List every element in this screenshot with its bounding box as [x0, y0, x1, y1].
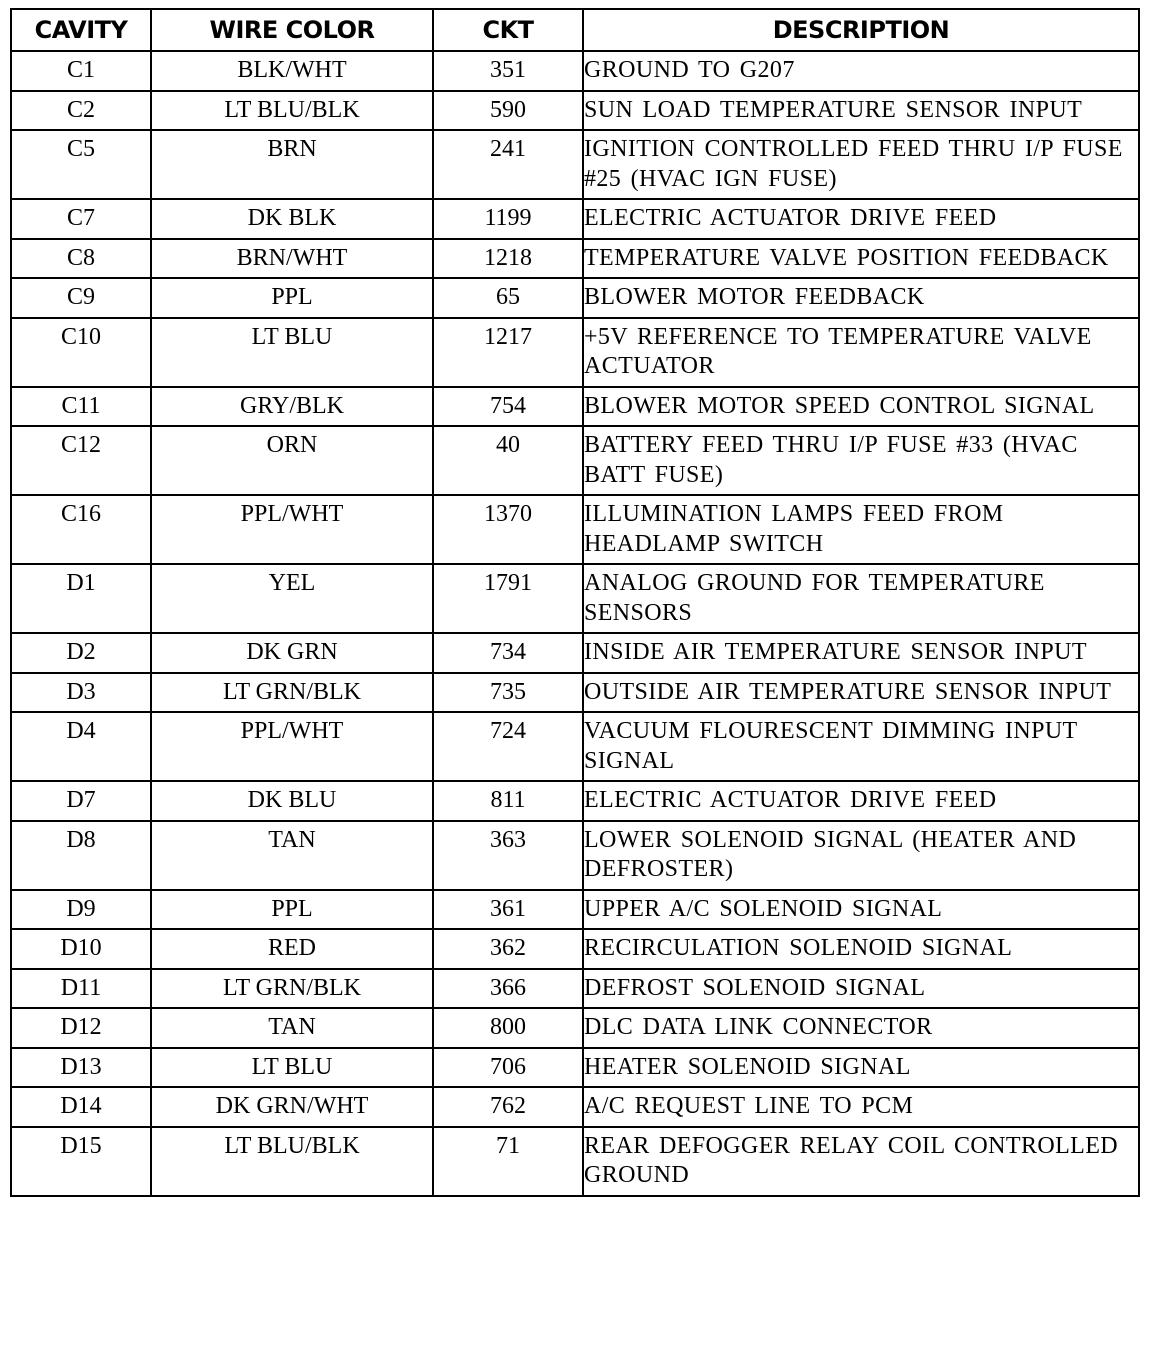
- cavity-cell: D1: [11, 564, 151, 633]
- header-cavity: CAVITY: [11, 9, 151, 51]
- table-row: [11, 51, 1139, 91]
- ckt-cell: 734: [433, 633, 583, 673]
- cavity-cell: C8: [11, 239, 151, 279]
- cavity-cell: D9: [11, 890, 151, 930]
- table-row: [11, 239, 1139, 279]
- cavity-cell: D12: [11, 1008, 151, 1048]
- wire-color-cell: DK GRN/WHT: [151, 1087, 433, 1127]
- cavity-cell: D15: [11, 1127, 151, 1196]
- ckt-cell: 363: [433, 821, 583, 890]
- description-cell: BLOWER MOTOR SPEED CONTROL SIGNAL: [583, 387, 1139, 427]
- wire-color-cell: BRN/WHT: [151, 239, 433, 279]
- wire-color-cell: LT BLU/BLK: [151, 1127, 433, 1196]
- description-cell: SUN LOAD TEMPERATURE SENSOR INPUT: [583, 91, 1139, 131]
- ckt-cell: 800: [433, 1008, 583, 1048]
- ckt-cell: 366: [433, 969, 583, 1009]
- connector-pinout-table: [10, 8, 1140, 1197]
- description-cell: RECIRCULATION SOLENOID SIGNAL: [583, 929, 1139, 969]
- description-cell: ILLUMINATION LAMPS FEED FROM HEADLAMP SWITCH: [583, 495, 1139, 564]
- wire-color-cell: LT BLU: [151, 1048, 433, 1088]
- ckt-cell: 811: [433, 781, 583, 821]
- wire-color-cell: PPL/WHT: [151, 495, 433, 564]
- description-cell: OUTSIDE AIR TEMPERATURE SENSOR INPUT: [583, 673, 1139, 713]
- wire-color-cell: LT BLU: [151, 318, 433, 387]
- cavity-cell: C12: [11, 426, 151, 495]
- table-row: [11, 821, 1139, 890]
- wire-color-cell: PPL: [151, 278, 433, 318]
- description-cell: ANALOG GROUND FOR TEMPERATURE SENSORS: [583, 564, 1139, 633]
- ckt-cell: 735: [433, 673, 583, 713]
- ckt-cell: 71: [433, 1127, 583, 1196]
- table-row: [11, 199, 1139, 239]
- ckt-cell: 590: [433, 91, 583, 131]
- description-cell: REAR DEFOGGER RELAY COIL CONTROLLED GROUND: [583, 1127, 1139, 1196]
- ckt-cell: 1199: [433, 199, 583, 239]
- table-row: [11, 387, 1139, 427]
- table-row: [11, 426, 1139, 495]
- table-row: [11, 890, 1139, 930]
- wire-color-cell: BRN: [151, 130, 433, 199]
- wire-color-cell: PPL/WHT: [151, 712, 433, 781]
- ckt-cell: 724: [433, 712, 583, 781]
- description-cell: IGNITION CONTROLLED FEED THRU I/P FUSE #25 (HVAC IGN FUSE): [583, 130, 1139, 199]
- ckt-cell: 361: [433, 890, 583, 930]
- wire-color-cell: BLK/WHT: [151, 51, 433, 91]
- table-row: [11, 781, 1139, 821]
- header-wire-color: WIRE COLOR: [151, 9, 433, 51]
- table-row: [11, 564, 1139, 633]
- description-cell: A/C REQUEST LINE TO PCM: [583, 1087, 1139, 1127]
- table-body: [11, 51, 1139, 1196]
- cavity-cell: D3: [11, 673, 151, 713]
- table-row: [11, 929, 1139, 969]
- ckt-cell: 351: [433, 51, 583, 91]
- table-row: [11, 318, 1139, 387]
- table-row: [11, 278, 1139, 318]
- description-cell: VACUUM FLOURESCENT DIMMING INPUT SIGNAL: [583, 712, 1139, 781]
- table-row: [11, 969, 1139, 1009]
- table-row: [11, 495, 1139, 564]
- wire-color-cell: ORN: [151, 426, 433, 495]
- cavity-cell: D14: [11, 1087, 151, 1127]
- cavity-cell: D8: [11, 821, 151, 890]
- description-cell: BLOWER MOTOR FEEDBACK: [583, 278, 1139, 318]
- description-cell: HEATER SOLENOID SIGNAL: [583, 1048, 1139, 1088]
- wire-color-cell: TAN: [151, 821, 433, 890]
- cavity-cell: D11: [11, 969, 151, 1009]
- ckt-cell: 241: [433, 130, 583, 199]
- table-header: [11, 9, 1139, 51]
- wire-color-cell: DK BLU: [151, 781, 433, 821]
- description-cell: INSIDE AIR TEMPERATURE SENSOR INPUT: [583, 633, 1139, 673]
- ckt-cell: 1217: [433, 318, 583, 387]
- table-row: [11, 673, 1139, 713]
- wire-color-cell: PPL: [151, 890, 433, 930]
- wire-color-cell: RED: [151, 929, 433, 969]
- description-cell: UPPER A/C SOLENOID SIGNAL: [583, 890, 1139, 930]
- ckt-cell: 754: [433, 387, 583, 427]
- ckt-cell: 65: [433, 278, 583, 318]
- wire-color-cell: LT BLU/BLK: [151, 91, 433, 131]
- cavity-cell: C9: [11, 278, 151, 318]
- table-row: [11, 712, 1139, 781]
- header-ckt: CKT: [433, 9, 583, 51]
- description-cell: ELECTRIC ACTUATOR DRIVE FEED: [583, 199, 1139, 239]
- description-cell: BATTERY FEED THRU I/P FUSE #33 (HVAC BATT FUSE): [583, 426, 1139, 495]
- ckt-cell: 40: [433, 426, 583, 495]
- description-cell: DEFROST SOLENOID SIGNAL: [583, 969, 1139, 1009]
- cavity-cell: C11: [11, 387, 151, 427]
- table-row: [11, 633, 1139, 673]
- cavity-cell: C10: [11, 318, 151, 387]
- cavity-cell: C1: [11, 51, 151, 91]
- cavity-cell: D4: [11, 712, 151, 781]
- table-row: [11, 130, 1139, 199]
- wire-color-cell: DK GRN: [151, 633, 433, 673]
- cavity-cell: C16: [11, 495, 151, 564]
- table-row: [11, 1127, 1139, 1196]
- cavity-cell: D13: [11, 1048, 151, 1088]
- ckt-cell: 706: [433, 1048, 583, 1088]
- cavity-cell: C5: [11, 130, 151, 199]
- ckt-cell: 362: [433, 929, 583, 969]
- description-cell: TEMPERATURE VALVE POSITION FEEDBACK: [583, 239, 1139, 279]
- ckt-cell: 1791: [433, 564, 583, 633]
- cavity-cell: C2: [11, 91, 151, 131]
- ckt-cell: 1370: [433, 495, 583, 564]
- ckt-cell: 1218: [433, 239, 583, 279]
- table-row: [11, 1048, 1139, 1088]
- wire-color-cell: GRY/BLK: [151, 387, 433, 427]
- wire-color-cell: LT GRN/BLK: [151, 673, 433, 713]
- wire-color-cell: TAN: [151, 1008, 433, 1048]
- wire-color-cell: YEL: [151, 564, 433, 633]
- cavity-cell: D7: [11, 781, 151, 821]
- ckt-cell: 762: [433, 1087, 583, 1127]
- table-row: [11, 1087, 1139, 1127]
- table-row: [11, 1008, 1139, 1048]
- cavity-cell: D2: [11, 633, 151, 673]
- description-cell: LOWER SOLENOID SIGNAL (HEATER AND DEFROSTER): [583, 821, 1139, 890]
- description-cell: ELECTRIC ACTUATOR DRIVE FEED: [583, 781, 1139, 821]
- description-cell: +5V REFERENCE TO TEMPERATURE VALVE ACTUATOR: [583, 318, 1139, 387]
- header-description: DESCRIPTION: [583, 9, 1139, 51]
- cavity-cell: D10: [11, 929, 151, 969]
- wire-color-cell: DK BLK: [151, 199, 433, 239]
- description-cell: GROUND TO G207: [583, 51, 1139, 91]
- description-cell: DLC DATA LINK CONNECTOR: [583, 1008, 1139, 1048]
- wire-color-cell: LT GRN/BLK: [151, 969, 433, 1009]
- table-row: [11, 91, 1139, 131]
- header-row: [11, 9, 1139, 51]
- cavity-cell: C7: [11, 199, 151, 239]
